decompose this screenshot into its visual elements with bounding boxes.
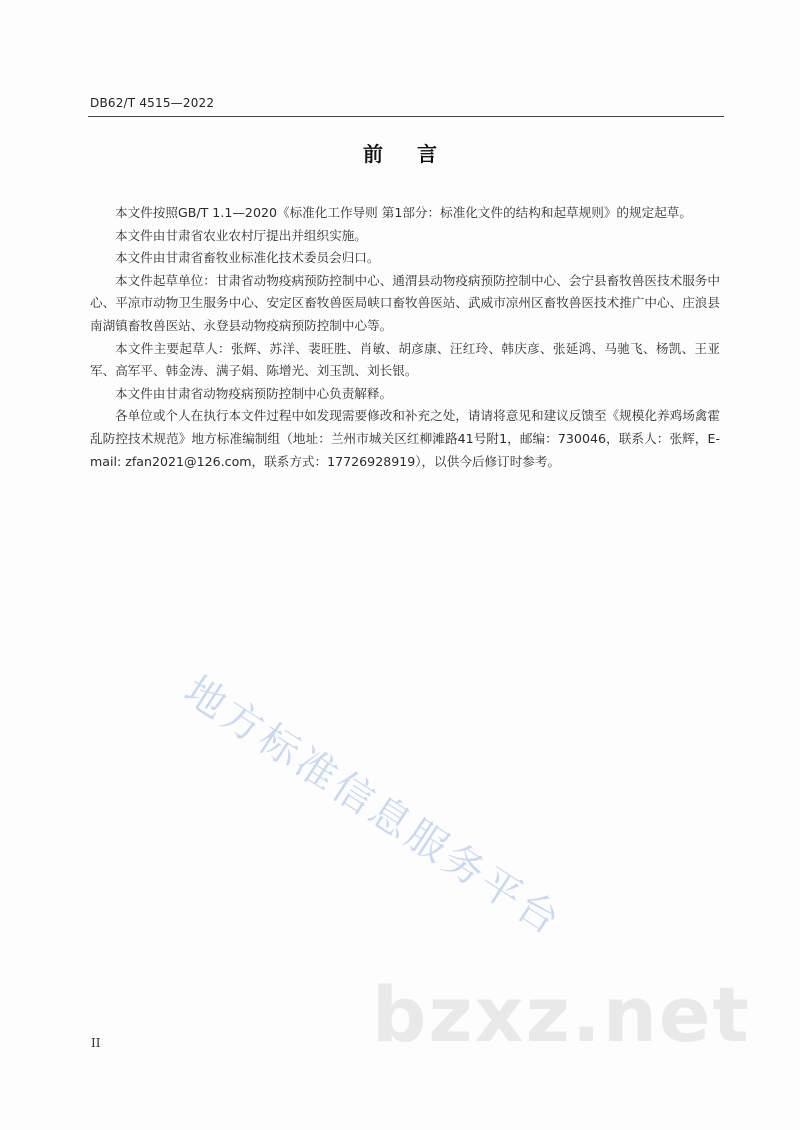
- document-code: DB62/T 4515—2022: [90, 96, 215, 110]
- paragraph-committee: 本文件由甘肃省畜牧业标准化技术委员会归口。: [115, 250, 380, 266]
- watermark-site: bzxz.net: [372, 970, 751, 1059]
- header-divider: [88, 116, 724, 117]
- page-number: II: [91, 1036, 101, 1050]
- watermark-platform-text: 地方标准信息服务平台: [176, 667, 571, 946]
- paragraph-drafting-basis: 本文件按照GB/T 1.1—2020《标准化工作导则 第1部分：标准化文件的结构和起草规则》的规定起草。: [115, 205, 692, 220]
- watermark-platform: [176, 660, 676, 960]
- paragraph-proposer: 本文件由甘肃省农业农村厅提出并组织实施。: [115, 227, 367, 243]
- paragraph-feedback: 各单位或个人在执行本文件过程中如发现需要修改和补充之处，请请将意见和建议反馈至《规模化养鸡场禽霍乱防控技术规范》地方标准编制组（地址：兰州市城关区红柳滩路41号附1，邮编：730046，联系人：张辉，E-mail: zfan2021@126.com，联系方式：17726928919），以供今后修订时参考。: [90, 408, 720, 469]
- paragraph-drafting-units: 本文件起草单位：甘肃省动物疫病预防控制中心、通渭县动物疫病预防控制中心、会宁县畜牧兽医技术服务中心、平凉市动物卫生服务中心、安定区畜牧兽医局峡口畜牧兽医站、武威市凉州区畜牧兽医技术推广中心、庄浪县南湖镇畜牧兽医站、永登县动物疫病预防控制中心等。: [90, 272, 720, 333]
- paragraph-drafters: 本文件主要起草人：张辉、苏洋、裴旺胜、肖敏、胡彦康、汪红玲、韩庆彦、张延鸿、马驰飞、杨凯、王亚军、高军平、韩金涛、满子娟、陈增光、刘玉凯、刘长银。: [90, 340, 720, 379]
- page-title: 前言: [363, 142, 471, 166]
- paragraph-interpretation: 本文件由甘肃省动物疫病预防控制中心负责解释。: [115, 385, 393, 401]
- foreword-body: [90, 202, 720, 473]
